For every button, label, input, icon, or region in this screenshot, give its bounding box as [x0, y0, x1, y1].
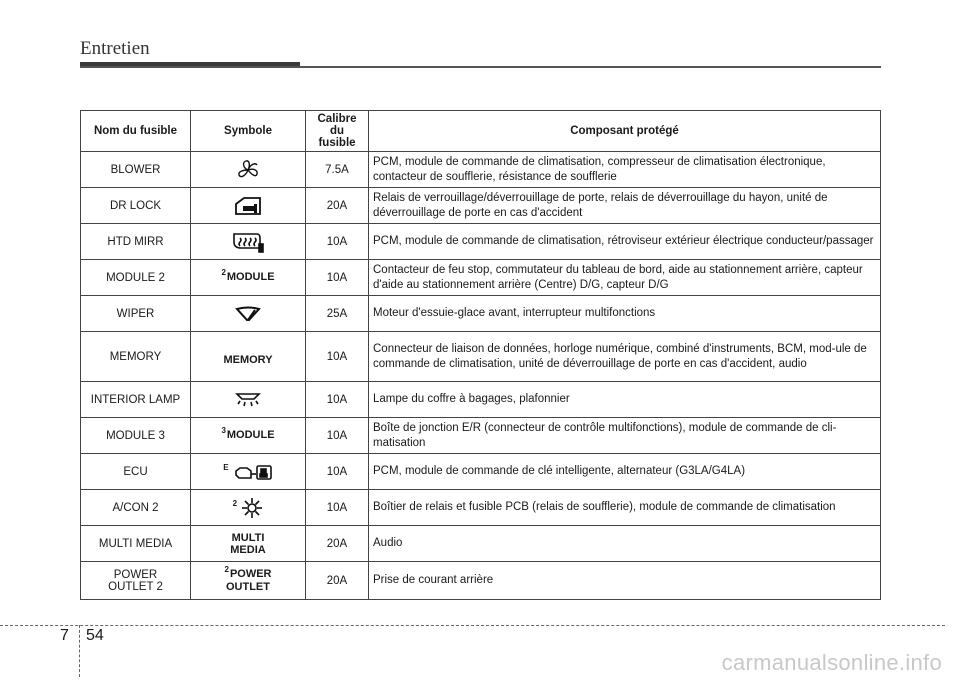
fuse-symbol: [191, 260, 306, 296]
fuse-component: Audio: [369, 526, 881, 562]
fuse-component: Boîte de jonction E/R (connecteur de contrôle multifonctions), module de commande de cli-matisation: [369, 418, 881, 454]
header-rating-line2: fusible: [318, 137, 356, 149]
fuse-rating: 7.5A: [306, 152, 369, 188]
fuse-name: WIPER: [81, 296, 191, 332]
table-row: [81, 490, 881, 526]
header-symbol: Symbole: [191, 111, 306, 152]
fuse-name: ECU: [81, 454, 191, 490]
fuse-name: MODULE 3: [81, 418, 191, 454]
table-header-row: [81, 111, 881, 152]
fuse-symbol: [191, 296, 306, 332]
footer-dashed-divider: [79, 625, 80, 677]
fuse-component: Contacteur de feu stop, commutateur du tableau de bord, aide au stationnement arrière, capteur d'aide au stationnement arrière (Centre) D/G, capteur D/G: [369, 260, 881, 296]
footer-dashed-rule: [0, 625, 945, 626]
fuse-symbol: [191, 188, 306, 224]
fuse-symbol: [191, 490, 306, 526]
fuse-name: MODULE 2: [81, 260, 191, 296]
fuse-rating: 10A: [306, 224, 369, 260]
fuse-symbol: [191, 224, 306, 260]
symbol-text-line2: OUTLET: [225, 581, 270, 593]
table-row: [81, 418, 881, 454]
fuse-component: PCM, module de commande de clé intelligente, alternateur (G3LA/G4LA): [369, 454, 881, 490]
symbol-text: MEMORY: [223, 353, 273, 366]
symbol-superscript: 3: [221, 426, 226, 435]
fuse-component: PCM, module de commande de climatisation, compresseur de climatisation électronique, contacteur de soufflerie, résistance de soufflerie: [369, 152, 881, 188]
symbol-superscript: 2: [224, 565, 229, 574]
symbol-superscript: 2: [221, 268, 226, 277]
fuse-component: PCM, module de commande de climatisation, rétroviseur extérieur électrique conducteur/passager: [369, 224, 881, 260]
fuse-rating: 10A: [306, 382, 369, 418]
ac-snowflake-icon: [241, 497, 263, 519]
fuse-symbol: [191, 332, 306, 382]
table-row: [81, 224, 881, 260]
fuse-symbol: [191, 152, 306, 188]
fuse-rating: 10A: [306, 418, 369, 454]
fan-icon: [237, 159, 259, 181]
fuse-symbol: [191, 382, 306, 418]
fuse-symbol: [191, 454, 306, 490]
wiper-icon: [235, 306, 261, 322]
fuse-name: INTERIOR LAMP: [81, 382, 191, 418]
fuse-component: Moteur d'essuie-glace avant, interrupteur multifonctions: [369, 296, 881, 332]
symbol-text: MODULE: [226, 271, 275, 283]
watermark: carmanualsonline.info: [721, 650, 942, 675]
symbol-text-line1: POWER: [229, 568, 272, 580]
symbol-text: MODULE: [226, 429, 275, 441]
fuse-name: MULTI MEDIA: [81, 526, 191, 562]
table-row: [81, 454, 881, 490]
header-component: Composant protégé: [369, 111, 881, 152]
fuse-component: Lampe du coffre à bagages, plafonnier: [369, 382, 881, 418]
table-row: [81, 332, 881, 382]
fuse-component: Connecteur de liaison de données, horloge numérique, combiné d'instruments, BCM, mod-ule de commande de climatisation, unité de déverrouillage de porte en cas d'accident, audio: [369, 332, 881, 382]
fuse-name: HTD MIRR: [81, 224, 191, 260]
fuse-symbol: [191, 418, 306, 454]
fuse-name: MEMORY: [81, 332, 191, 382]
header-rule: [80, 66, 881, 68]
heated-mirror-icon: [231, 231, 265, 253]
page-title: Entretien: [80, 38, 150, 59]
table-row: [81, 152, 881, 188]
symbol-text-line1: MULTI: [231, 531, 265, 544]
fuse-name: A/CON 2: [81, 490, 191, 526]
symbol-label: [230, 532, 265, 556]
fuse-table: [80, 110, 881, 600]
fuse-rating: 10A: [306, 332, 369, 382]
table-row: [81, 526, 881, 562]
symbol-superscript: E: [223, 462, 229, 472]
fuse-symbol: [191, 562, 306, 600]
fuse-rating: 10A: [306, 454, 369, 490]
symbol-label: [221, 268, 275, 284]
symbol-label: [221, 426, 275, 442]
fuse-symbol: [191, 526, 306, 562]
fuse-rating: 10A: [306, 490, 369, 526]
door-lock-icon: [234, 196, 262, 216]
fuse-name-line1: POWER: [113, 568, 158, 581]
symbol-superscript: 2: [232, 498, 238, 508]
page-number: 54: [86, 627, 104, 644]
fuse-rating: 10A: [306, 260, 369, 296]
fuse-name: DR LOCK: [81, 188, 191, 224]
table-row: [81, 188, 881, 224]
table-row: [81, 562, 881, 600]
chapter-number: 7: [60, 627, 69, 644]
symbol-text-line2: MEDIA: [230, 543, 266, 556]
header-rating: [306, 111, 369, 152]
table-row: [81, 296, 881, 332]
fuse-rating: 20A: [306, 526, 369, 562]
symbol-label: [224, 565, 272, 593]
header-rating-line1: Calibre du: [317, 113, 357, 137]
fuse-component: Boîtier de relais et fusible PCB (relais de soufflerie), module de commande de climatisation: [369, 490, 881, 526]
fuse-component: Relais de verrouillage/déverrouillage de porte, relais de déverrouillage du hayon, unité de déverrouillage de porte en cas d'accident: [369, 188, 881, 224]
fuse-name-line2: OUTLET 2: [108, 580, 163, 593]
engine-ecu-icon: [233, 462, 273, 482]
fuse-name: [81, 562, 191, 600]
fuse-rating: 20A: [306, 562, 369, 600]
header-fuse-name: Nom du fusible: [81, 111, 191, 152]
table-row: [81, 382, 881, 418]
interior-lamp-icon: [234, 391, 262, 409]
fuse-rating: 25A: [306, 296, 369, 332]
fuse-rating: 20A: [306, 188, 369, 224]
fuse-component: Prise de courant arrière: [369, 562, 881, 600]
table-row: [81, 260, 881, 296]
fuse-name: BLOWER: [81, 152, 191, 188]
